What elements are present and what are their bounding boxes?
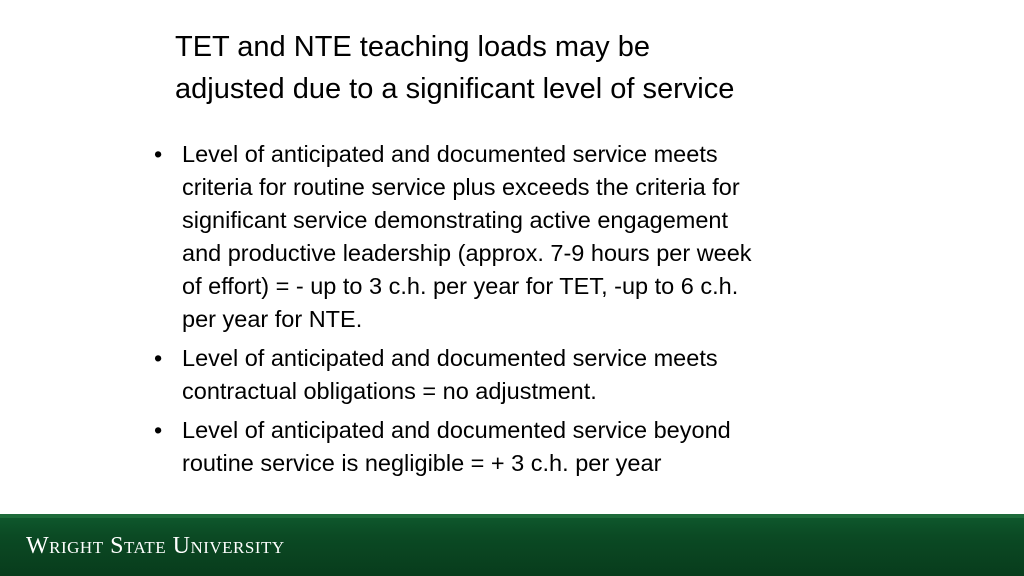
bullet-text-line: and productive leadership (approx. 7-9 hours per week: [182, 240, 752, 266]
bullet-text-line: of effort) = - up to 3 c.h. per year for TET, -up to 6 c.h.: [182, 273, 739, 299]
title-line: TET and NTE teaching loads may be: [175, 31, 650, 63]
university-logo: Wright State University: [26, 533, 285, 559]
bullet-item: [148, 414, 888, 480]
title-line: adjusted due to a significant level of service: [175, 73, 735, 105]
bullet-text-line: Level of anticipated and documented service meets: [182, 141, 718, 167]
slide-title: [175, 26, 895, 110]
bullet-text-line: criteria for routine service plus exceeds the criteria for: [182, 174, 740, 200]
bullet-dot-icon: •: [154, 417, 163, 443]
footer-bar: [0, 514, 1024, 576]
bullet-item: [148, 342, 888, 408]
bullet-text-line: per year for NTE.: [182, 306, 363, 332]
bullet-dot-icon: •: [154, 141, 163, 167]
bullet-text-line: Level of anticipated and documented service beyond: [182, 417, 731, 443]
bullet-item: [148, 138, 888, 336]
bullet-text-line: contractual obligations = no adjustment.: [182, 378, 597, 404]
bullet-dot-icon: •: [154, 345, 163, 371]
bullet-text-line: significant service demonstrating active engagement: [182, 207, 729, 233]
bullet-text-line: routine service is negligible = + 3 c.h. per year: [182, 450, 662, 476]
bullet-text-line: Level of anticipated and documented service meets: [182, 345, 718, 371]
bullet-list: [148, 138, 888, 486]
